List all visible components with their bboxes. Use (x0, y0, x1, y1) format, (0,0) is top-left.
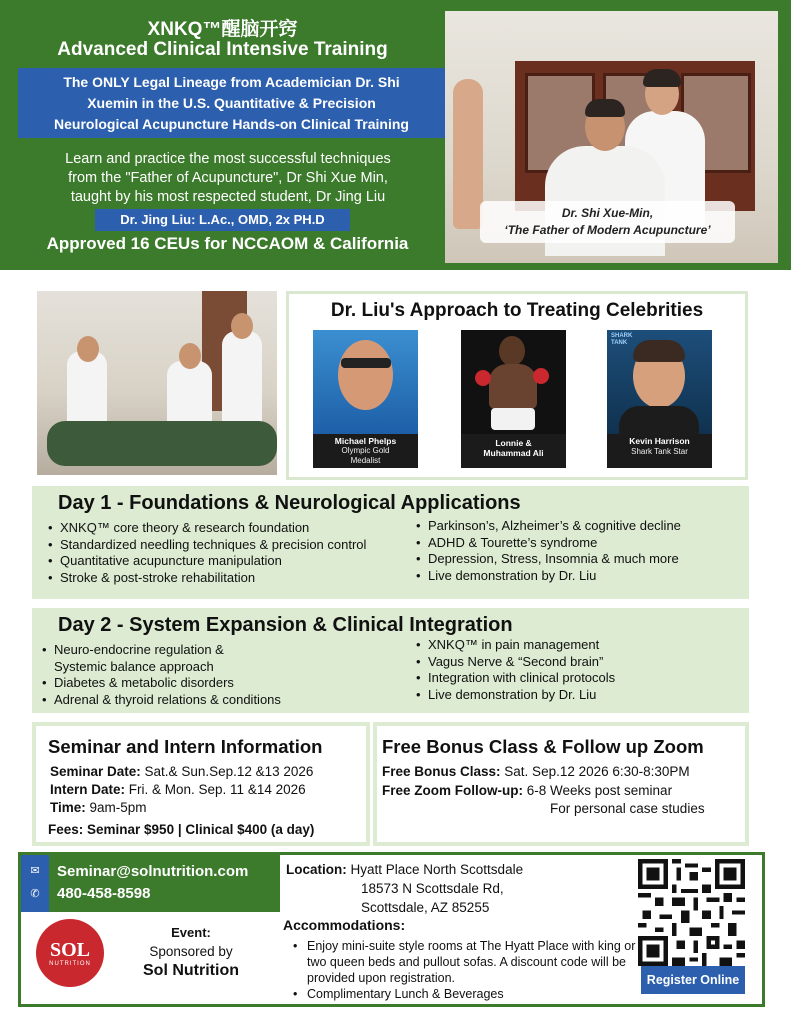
face (499, 336, 525, 366)
location-venue: Hyatt Place North Scottsdale (346, 862, 524, 877)
celebrity-photo (461, 330, 566, 434)
phone-number[interactable]: 480-458-8598 (57, 885, 151, 902)
seminar-date-value: Sat.& Sun.Sep.12 &13 2026 (140, 764, 314, 779)
celebrity-title-line: Medalist (350, 456, 381, 465)
celebrity-title (313, 446, 418, 466)
celebrity-title-line: Olympic Gold (341, 446, 390, 455)
sponsor-name: Sol Nutrition (143, 962, 239, 979)
bonus-info-title: Free Bonus Class & Follow up Zoom (382, 736, 704, 757)
show-badge: SHARK TANK (611, 333, 633, 346)
celebrity-photo (607, 330, 712, 434)
location-label: Location: (286, 862, 347, 877)
description-line: Learn and practice the most successful techniques (65, 151, 391, 167)
topic-line: Systemic balance approach (54, 658, 214, 674)
zoom-label: Free Zoom Follow-up: (382, 783, 523, 798)
qr-code-icon[interactable] (638, 859, 745, 966)
phone-icon: ✆ (30, 888, 40, 900)
email-link[interactable]: Seminar@solnutrition.com (57, 863, 249, 880)
celebrity-name (461, 438, 566, 458)
topic-item: • Adrenal & thyroid relations & conditions (42, 692, 422, 709)
topic-item: • Standardized needling techniques & precision control (48, 537, 428, 554)
goggles (341, 358, 391, 368)
suit (619, 406, 699, 436)
seminar-fees: Fees: Seminar $950 | Clinical $400 (a day) (48, 822, 315, 837)
header-banner (0, 0, 791, 270)
intern-date (50, 782, 306, 797)
topic-item: • Depression, Stress, Insomnia & much more (416, 551, 736, 568)
trunks (491, 408, 535, 430)
zoom-purpose: For personal case studies (550, 801, 705, 816)
celebrity-name: Michael Phelps (334, 436, 397, 446)
caption-line: ‘The Father of Modern Acupuncture’ (504, 223, 711, 237)
intern-date-value: Fri. & Mon. Sep. 11 &14 2026 (125, 782, 306, 797)
celebrities-title: Dr. Liu's Approach to Treating Celebrities (330, 300, 704, 321)
ceu-approval: Approved 16 CEUs for NCCAOM & California (46, 234, 409, 253)
lineage-line: Neurological Acupuncture Hands-on Clinical Training (54, 116, 409, 132)
description-line: from the "Father of Acupuncture", Dr Shi Xue Min, (68, 170, 388, 186)
contact-block (21, 855, 280, 912)
celebrity-title-line: Shark Tank Star (631, 447, 688, 456)
seminar-date (50, 764, 313, 779)
photo-caption (480, 201, 735, 243)
footer-section (18, 852, 765, 1007)
clinic-photo (37, 291, 277, 475)
caption-line: Dr. Shi Xue-Min, (561, 206, 654, 220)
topic-item: • Stroke & post-stroke rehabilitation (48, 570, 428, 587)
topic-item: • ADHD & Tourette’s syndrome (416, 535, 736, 552)
event-label: Event: (171, 925, 211, 940)
seminar-time-value: 9am-5pm (85, 800, 147, 815)
accommodation-item: • Enjoy mini-suite style rooms at The Hyatt Place with king or two queen beds and pullout sofas. A discount code will be provided upon registration. (293, 938, 643, 986)
logo-text: SOL (49, 939, 91, 961)
celebrity-card (607, 330, 712, 468)
sol-nutrition-logo (36, 919, 104, 987)
person-head (231, 313, 253, 339)
header-photo (445, 11, 778, 263)
zoom-value: 6-8 Weeks post seminar (523, 783, 673, 798)
mail-icon: ✉ (30, 865, 40, 877)
day2-section (32, 608, 749, 713)
lineage-line: The ONLY Legal Lineage from Academician Dr. Shi (63, 74, 400, 90)
person-hair (585, 99, 625, 117)
torso (489, 364, 537, 409)
patient (47, 421, 277, 466)
topic-item: • XNKQ™ in pain management (416, 637, 736, 654)
accommodation-item: • Complimentary Lunch & Beverages (293, 986, 643, 1002)
header-title: XNKQ™醒脑开窍 (147, 19, 298, 40)
topic-item: • Vagus Nerve & “Second brain” (416, 654, 736, 671)
seminar-info-title: Seminar and Intern Information (48, 736, 323, 757)
sponsored-by: Sponsored by (149, 944, 233, 959)
lineage-line: Xuemin in the U.S. Quantitative & Precision (87, 95, 376, 111)
seminar-time (50, 800, 147, 815)
topic-item: • Integration with clinical protocols (416, 670, 736, 687)
person-head (179, 343, 201, 369)
bonus-class (382, 764, 690, 779)
seminar-info (32, 722, 370, 846)
topic-item: • Live demonstration by Dr. Liu (416, 568, 736, 585)
celebrities-panel (286, 291, 748, 480)
location-street: 18573 N Scottsdale Rd, (361, 881, 504, 896)
bonus-class-label: Free Bonus Class: (382, 764, 501, 779)
day1-section (32, 486, 749, 599)
bonus-info (373, 722, 749, 846)
zoom-follow-up (382, 783, 672, 798)
acupuncture-statue (453, 79, 483, 229)
bonus-class-value: Sat. Sep.12 2026 6:30-8:30PM (500, 764, 690, 779)
topic-item: • Parkinson’s, Alzheimer’s & cognitive decline (416, 518, 736, 535)
celebrity-card (461, 330, 566, 468)
header-text (0, 0, 445, 270)
celebrity-name: Kevin Harrison (629, 436, 690, 446)
intern-date-label: Intern Date: (50, 782, 126, 797)
celebrity-name-line: Muhammad Ali (483, 448, 544, 458)
description-line: taught by his most respected student, Dr Jing Liu (70, 189, 386, 205)
logo-subtext: NUTRITION (49, 961, 91, 967)
day2-topics-right (416, 637, 736, 703)
header-subtitle: Advanced Clinical Intensive Training (57, 39, 388, 60)
register-online-button[interactable]: Register Online (641, 966, 745, 994)
seminar-date-label: Seminar Date: (50, 764, 141, 779)
person-head (77, 336, 99, 362)
celebrity-card (313, 330, 418, 468)
lineage-box (18, 68, 445, 138)
person-figure (67, 351, 107, 426)
day1-topics-right (416, 518, 736, 584)
day1-title: Day 1 - Foundations & Neurological Applications (58, 492, 521, 514)
day2-title: Day 2 - System Expansion & Clinical Integration (58, 614, 513, 636)
day1-topics-left (48, 520, 428, 586)
topic-item: • Live demonstration by Dr. Liu (416, 687, 736, 704)
person-hair (643, 69, 681, 87)
celebrity-title (607, 447, 712, 457)
celebrity-photo (313, 330, 418, 434)
accommodations-list (293, 938, 643, 1002)
accommodations-label: Accommodations: (283, 917, 406, 933)
face (338, 340, 393, 410)
topic-line: • Neuro-endocrine regulation & (54, 642, 224, 657)
boxing-glove (533, 368, 549, 384)
boxing-glove (475, 370, 491, 386)
header-description (18, 150, 438, 207)
topic-item: • Diabetes & metabolic disorders (42, 675, 422, 692)
credentials-badge: Dr. Jing Liu: L.Ac., OMD, 2x PH.D (95, 209, 350, 231)
location-line (286, 862, 523, 877)
celebrity-name-line: Lonnie & (495, 438, 532, 448)
seminar-time-label: Time: (50, 800, 86, 815)
topic-item: • XNKQ™ core theory & research foundation (48, 520, 428, 537)
person-figure (222, 331, 262, 431)
topic-item: • Quantitative acupuncture manipulation (48, 553, 428, 570)
topic-item (42, 642, 422, 675)
contact-icon-strip (21, 855, 49, 912)
location-city: Scottsdale, AZ 85255 (361, 900, 490, 915)
day2-topics-left (42, 642, 422, 708)
hair (633, 340, 685, 362)
